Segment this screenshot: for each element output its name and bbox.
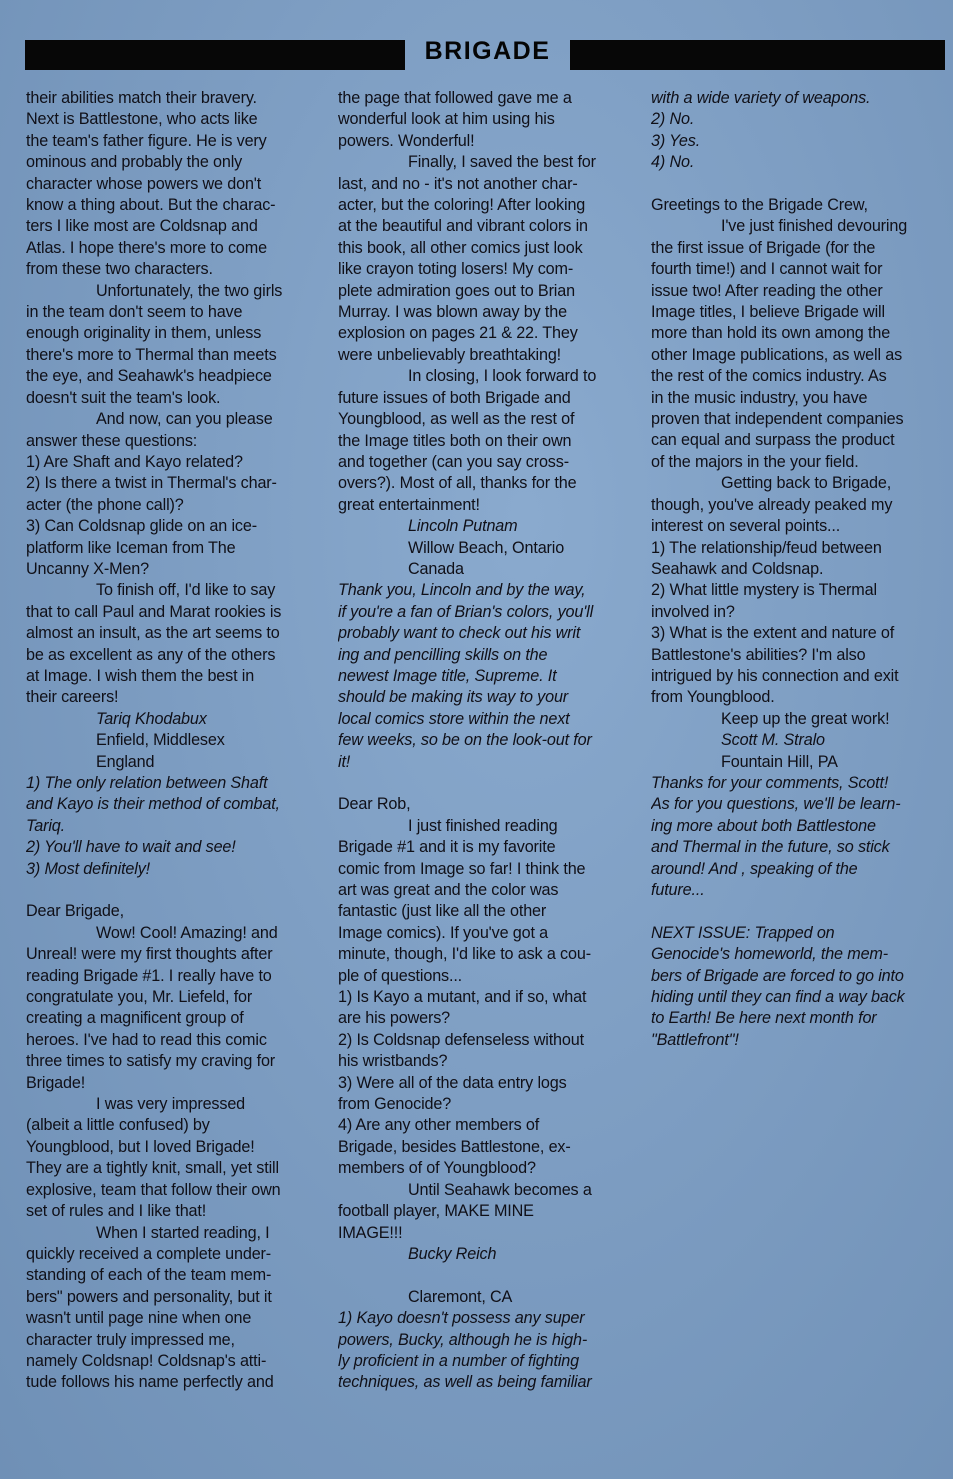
text-line: bers of Brigade are forced to go into — [651, 966, 904, 985]
text-line: explosion on pages 21 & 22. They — [338, 324, 578, 343]
text-line: more than hold its own among the — [651, 324, 891, 343]
text-line: 1) The only relation between Shaft — [26, 774, 268, 792]
text-line: know a thing about. But the charac- — [26, 196, 276, 215]
text-line: almost an insult, as the art seems to — [26, 624, 280, 643]
text-line: their careers! — [26, 688, 119, 707]
text-line: England — [96, 752, 155, 771]
text-line: Fountain Hill, PA — [721, 752, 838, 771]
text-line: 2) You'll have to wait and see! — [26, 838, 236, 857]
text-line: in the music industry, you have — [651, 388, 868, 407]
text-line: Bucky Reich — [408, 1244, 497, 1263]
text-line: Youngblood, but I loved Brigade! — [26, 1137, 255, 1156]
text-line: his wristbands? — [338, 1052, 448, 1071]
text-line: "Battlefront"! — [651, 1030, 739, 1049]
text-line: around! And , speaking of the — [651, 859, 858, 878]
text-line: I was very impressed — [96, 1095, 246, 1114]
text-line: Atlas. I hope there's more to come — [26, 238, 267, 257]
text-line: the Image titles both on their own — [338, 431, 572, 450]
text-line: 1) Is Kayo a mutant, and if so, what — [338, 988, 587, 1007]
text-line: Brigade #1 and it is my favorite — [338, 838, 556, 857]
text-line: Willow Beach, Ontario — [408, 538, 565, 557]
text-line: powers. Wonderful! — [338, 131, 475, 150]
text-line: ominous and probably the only — [26, 153, 243, 172]
text-line: ly proficient in a number of fighting — [338, 1351, 579, 1370]
text-line: overs?). Most of all, thanks for the — [338, 474, 577, 493]
text-line: the rest of the comics industry. As — [651, 367, 887, 386]
text-line: And now, can you please — [96, 410, 273, 429]
text-line: minute, though, I'd like to ask a cou- — [338, 945, 591, 964]
text-line: platform like Iceman from The — [26, 538, 236, 557]
text-line: doesn't suit the team's look. — [26, 388, 221, 407]
text-line: explosive, team that follow their own — [26, 1180, 281, 1199]
text-line: techniques, as well as being familiar — [338, 1373, 592, 1392]
text-line: and Kayo is their method of combat, — [26, 795, 280, 814]
text-line: Until Seahawk becomes a — [408, 1180, 592, 1199]
text-line: comic from Image so far! I think the — [338, 859, 586, 878]
text-line: the first issue of Brigade (for the — [651, 238, 876, 257]
text-line: at Image. I wish them the best in — [26, 666, 255, 685]
text-line: should be making its way to your — [338, 688, 569, 707]
text-line: 2) No. — [651, 110, 695, 129]
text-line: answer these questions: — [26, 431, 198, 450]
text-line: Seahawk and Coldsnap. — [651, 559, 824, 578]
text-line: quickly received a complete under- — [26, 1244, 272, 1263]
text-line: members of of Youngblood? — [338, 1159, 536, 1178]
text-line: Thank you, Lincoln and by the way, — [338, 581, 586, 600]
text-line: Dear Brigade, — [26, 902, 124, 921]
text-line: Murray. I was blown away by the — [338, 303, 567, 322]
text-line: In closing, I look forward to — [408, 367, 597, 386]
text-line: Brigade! — [26, 1073, 86, 1092]
text-line: Tariq. — [26, 816, 65, 835]
text-line: bers" powers and personality, but it — [26, 1287, 272, 1306]
text-line: that to call Paul and Marat rookies is — [26, 602, 282, 621]
text-line: 2) Is Coldsnap defenseless without — [338, 1030, 584, 1049]
text-line: from Youngblood. — [651, 688, 775, 707]
text-line: in the team don't seem to have — [26, 303, 243, 322]
text-line: with a wide variety of weapons. — [651, 89, 871, 107]
letters-column-3 — [651, 88, 941, 1051]
text-line: 2) What little mystery is Thermal — [651, 581, 877, 600]
text-line: few weeks, so be on the look-out for — [338, 731, 592, 750]
text-line: Lincoln Putnam — [408, 517, 518, 536]
text-line: Thanks for your comments, Scott! — [651, 773, 889, 792]
text-line: Image titles, I believe Brigade will — [651, 303, 885, 322]
text-line: fourth time!) and I cannot wait for — [651, 260, 883, 279]
text-line: great entertainment! — [338, 495, 480, 514]
text-line: involved in? — [651, 602, 735, 621]
text-line: Unfortunately, the two girls — [96, 281, 283, 300]
letters-column-1 — [26, 88, 318, 1394]
text-line: 3) Yes. — [651, 131, 701, 150]
text-line: congratulate you, Mr. Liefeld, for — [26, 988, 253, 1007]
text-line: football player, MAKE MINE — [338, 1202, 534, 1221]
text-line: standing of each of the team mem- — [26, 1266, 272, 1285]
text-line: of the majors in the your field. — [651, 452, 859, 471]
text-line: newest Image title, Supreme. It — [338, 666, 557, 685]
text-line: enough originality in them, unless — [26, 324, 262, 343]
text-line: this book, all other comics just look — [338, 238, 583, 257]
text-line: plete admiration goes out to Brian — [338, 281, 575, 300]
text-line: and Thermal in the future, so stick — [651, 838, 890, 857]
text-line: Tariq Khodabux — [96, 709, 207, 728]
text-line: the team's father figure. He is very — [26, 131, 267, 150]
text-line: creating a magnificent group of — [26, 1009, 244, 1028]
text-line: character truly impressed me, — [26, 1330, 235, 1349]
text-line: Uncanny X-Men? — [26, 559, 149, 578]
text-line: future... — [651, 881, 705, 900]
text-line: wasn't until page nine when one — [26, 1309, 252, 1328]
text-line: Image comics). If you've got a — [338, 923, 549, 942]
masthead-title: BRIGADE — [424, 37, 551, 65]
blank-line — [651, 174, 941, 195]
text-line: 3) Can Coldsnap glide on an ice- — [26, 517, 257, 536]
text-line: 4) Are any other members of — [338, 1116, 540, 1135]
text-line: their abilities match their bravery. — [26, 89, 257, 107]
text-line: three times to satisfy my craving for — [26, 1052, 276, 1071]
text-line: issue two! After reading the other — [651, 281, 883, 300]
text-line: Brigade, besides Battlestone, ex- — [338, 1137, 571, 1156]
text-line: 3) What is the extent and nature of — [651, 624, 895, 643]
text-line: last, and no - it's not another char- — [338, 174, 578, 193]
text-line: were unbelievably breathtaking! — [338, 345, 562, 364]
text-line: heroes. I've had to read this comic — [26, 1030, 267, 1049]
text-line: future issues of both Brigade and — [338, 388, 571, 407]
text-line: Claremont, CA — [408, 1287, 513, 1306]
text-line: IMAGE!!! — [338, 1223, 403, 1242]
text-line: hiding until they can find a way back — [651, 988, 905, 1007]
text-line: there's more to Thermal than meets — [26, 345, 277, 364]
text-line: at the beautiful and vibrant colors in — [338, 217, 588, 236]
text-line: from these two characters. — [26, 260, 213, 279]
text-line: to Earth! Be here next month for — [651, 1009, 877, 1028]
text-line: and together (can you say cross- — [338, 452, 569, 471]
text-line: art was great and the color was — [338, 881, 559, 900]
text-line: 1) The relationship/feud between — [651, 538, 882, 557]
text-line: When I started reading, I — [96, 1223, 270, 1242]
text-line: fantastic (just like all the other — [338, 902, 547, 921]
text-line: it! — [338, 752, 351, 771]
text-line: Dear Rob, — [338, 795, 411, 814]
text-line: Wow! Cool! Amazing! and — [96, 923, 278, 942]
text-line: I've just finished devouring — [721, 217, 908, 236]
text-line: 1) Are Shaft and Kayo related? — [26, 452, 243, 471]
text-line: ing and pencilling skills on the — [338, 645, 548, 664]
text-line: probably want to check out his writ — [338, 624, 581, 643]
text-line: As for you questions, we'll be learn- — [651, 795, 901, 814]
text-line: Unreal! were my first thoughts after — [26, 945, 273, 964]
text-line: Battlestone's abilities? I'm also — [651, 645, 866, 664]
text-line: They are a tightly knit, small, yet still — [26, 1159, 279, 1178]
text-line: proven that independent companies — [651, 410, 904, 429]
text-line: Scott M. Stralo — [721, 731, 825, 750]
text-line: 1) Kayo doesn't possess any super — [338, 1309, 585, 1328]
text-line: acter, but the coloring! After looking — [338, 196, 586, 215]
text-line: other Image publications, as well as — [651, 345, 903, 364]
text-line: To finish off, I'd like to say — [96, 581, 276, 600]
text-line: 3) Were all of the data entry logs — [338, 1073, 567, 1092]
blank-line — [338, 773, 630, 794]
text-line: if you're a fan of Brian's colors, you'll — [338, 602, 594, 621]
text-line: acter (the phone call)? — [26, 495, 184, 514]
text-line: ing more about both Battlestone — [651, 816, 876, 835]
blank-line — [26, 880, 318, 901]
text-line: character whose powers we don't — [26, 174, 262, 193]
text-line: 2) Is there a twist in Thermal's char- — [26, 474, 277, 493]
text-line: from Genocide? — [338, 1095, 452, 1114]
text-line: can equal and surpass the product — [651, 431, 895, 450]
text-line: 3) Most definitely! — [26, 859, 151, 878]
text-line: Getting back to Brigade, — [721, 474, 892, 493]
text-line: powers, Bucky, although he is high- — [338, 1330, 588, 1349]
text-line: set of rules and I like that! — [26, 1202, 207, 1221]
text-line: local comics store within the next — [338, 709, 570, 728]
text-line: are his powers? — [338, 1009, 451, 1028]
text-line: like crayon toting losers! My com- — [338, 260, 574, 279]
text-line: NEXT ISSUE: Trapped on — [651, 923, 835, 942]
text-line: Youngblood, as well as the rest of — [338, 410, 575, 429]
text-line: ters I like most are Coldsnap and — [26, 217, 258, 236]
text-line: Next is Battlestone, who acts like — [26, 110, 258, 129]
masthead-bar-right — [570, 40, 945, 70]
blank-line — [651, 901, 941, 922]
text-line: be as excellent as any of the others — [26, 645, 276, 664]
text-line: Canada — [408, 559, 464, 578]
text-line: Keep up the great work! — [721, 709, 890, 728]
text-line: Greetings to the Brigade Crew, — [651, 196, 868, 215]
text-line: Enfield, Middlesex — [96, 731, 225, 750]
letters-column-2 — [338, 88, 630, 1394]
text-line: Finally, I saved the best for — [408, 153, 596, 172]
text-line: I just finished reading — [408, 816, 558, 835]
text-line: though, you've already peaked my — [651, 495, 893, 514]
text-line: reading Brigade #1. I really have to — [26, 966, 272, 985]
masthead-bar-left — [25, 40, 405, 70]
text-line: namely Coldsnap! Coldsnap's atti- — [26, 1351, 267, 1370]
text-line: wonderful look at him using his — [338, 110, 555, 129]
text-line: (albeit a little confused) by — [26, 1116, 210, 1135]
text-line: intrigued by his connection and exit — [651, 666, 899, 685]
text-line: Genocide's homeworld, the mem- — [651, 945, 889, 964]
blank-line — [338, 1265, 630, 1286]
text-line: ple of questions... — [338, 966, 463, 985]
text-line: 4) No. — [651, 153, 695, 172]
text-line: interest on several points... — [651, 517, 841, 536]
text-line: tude follows his name perfectly and — [26, 1373, 274, 1392]
text-line: the eye, and Seahawk's headpiece — [26, 367, 272, 386]
text-line: the page that followed gave me a — [338, 89, 572, 107]
